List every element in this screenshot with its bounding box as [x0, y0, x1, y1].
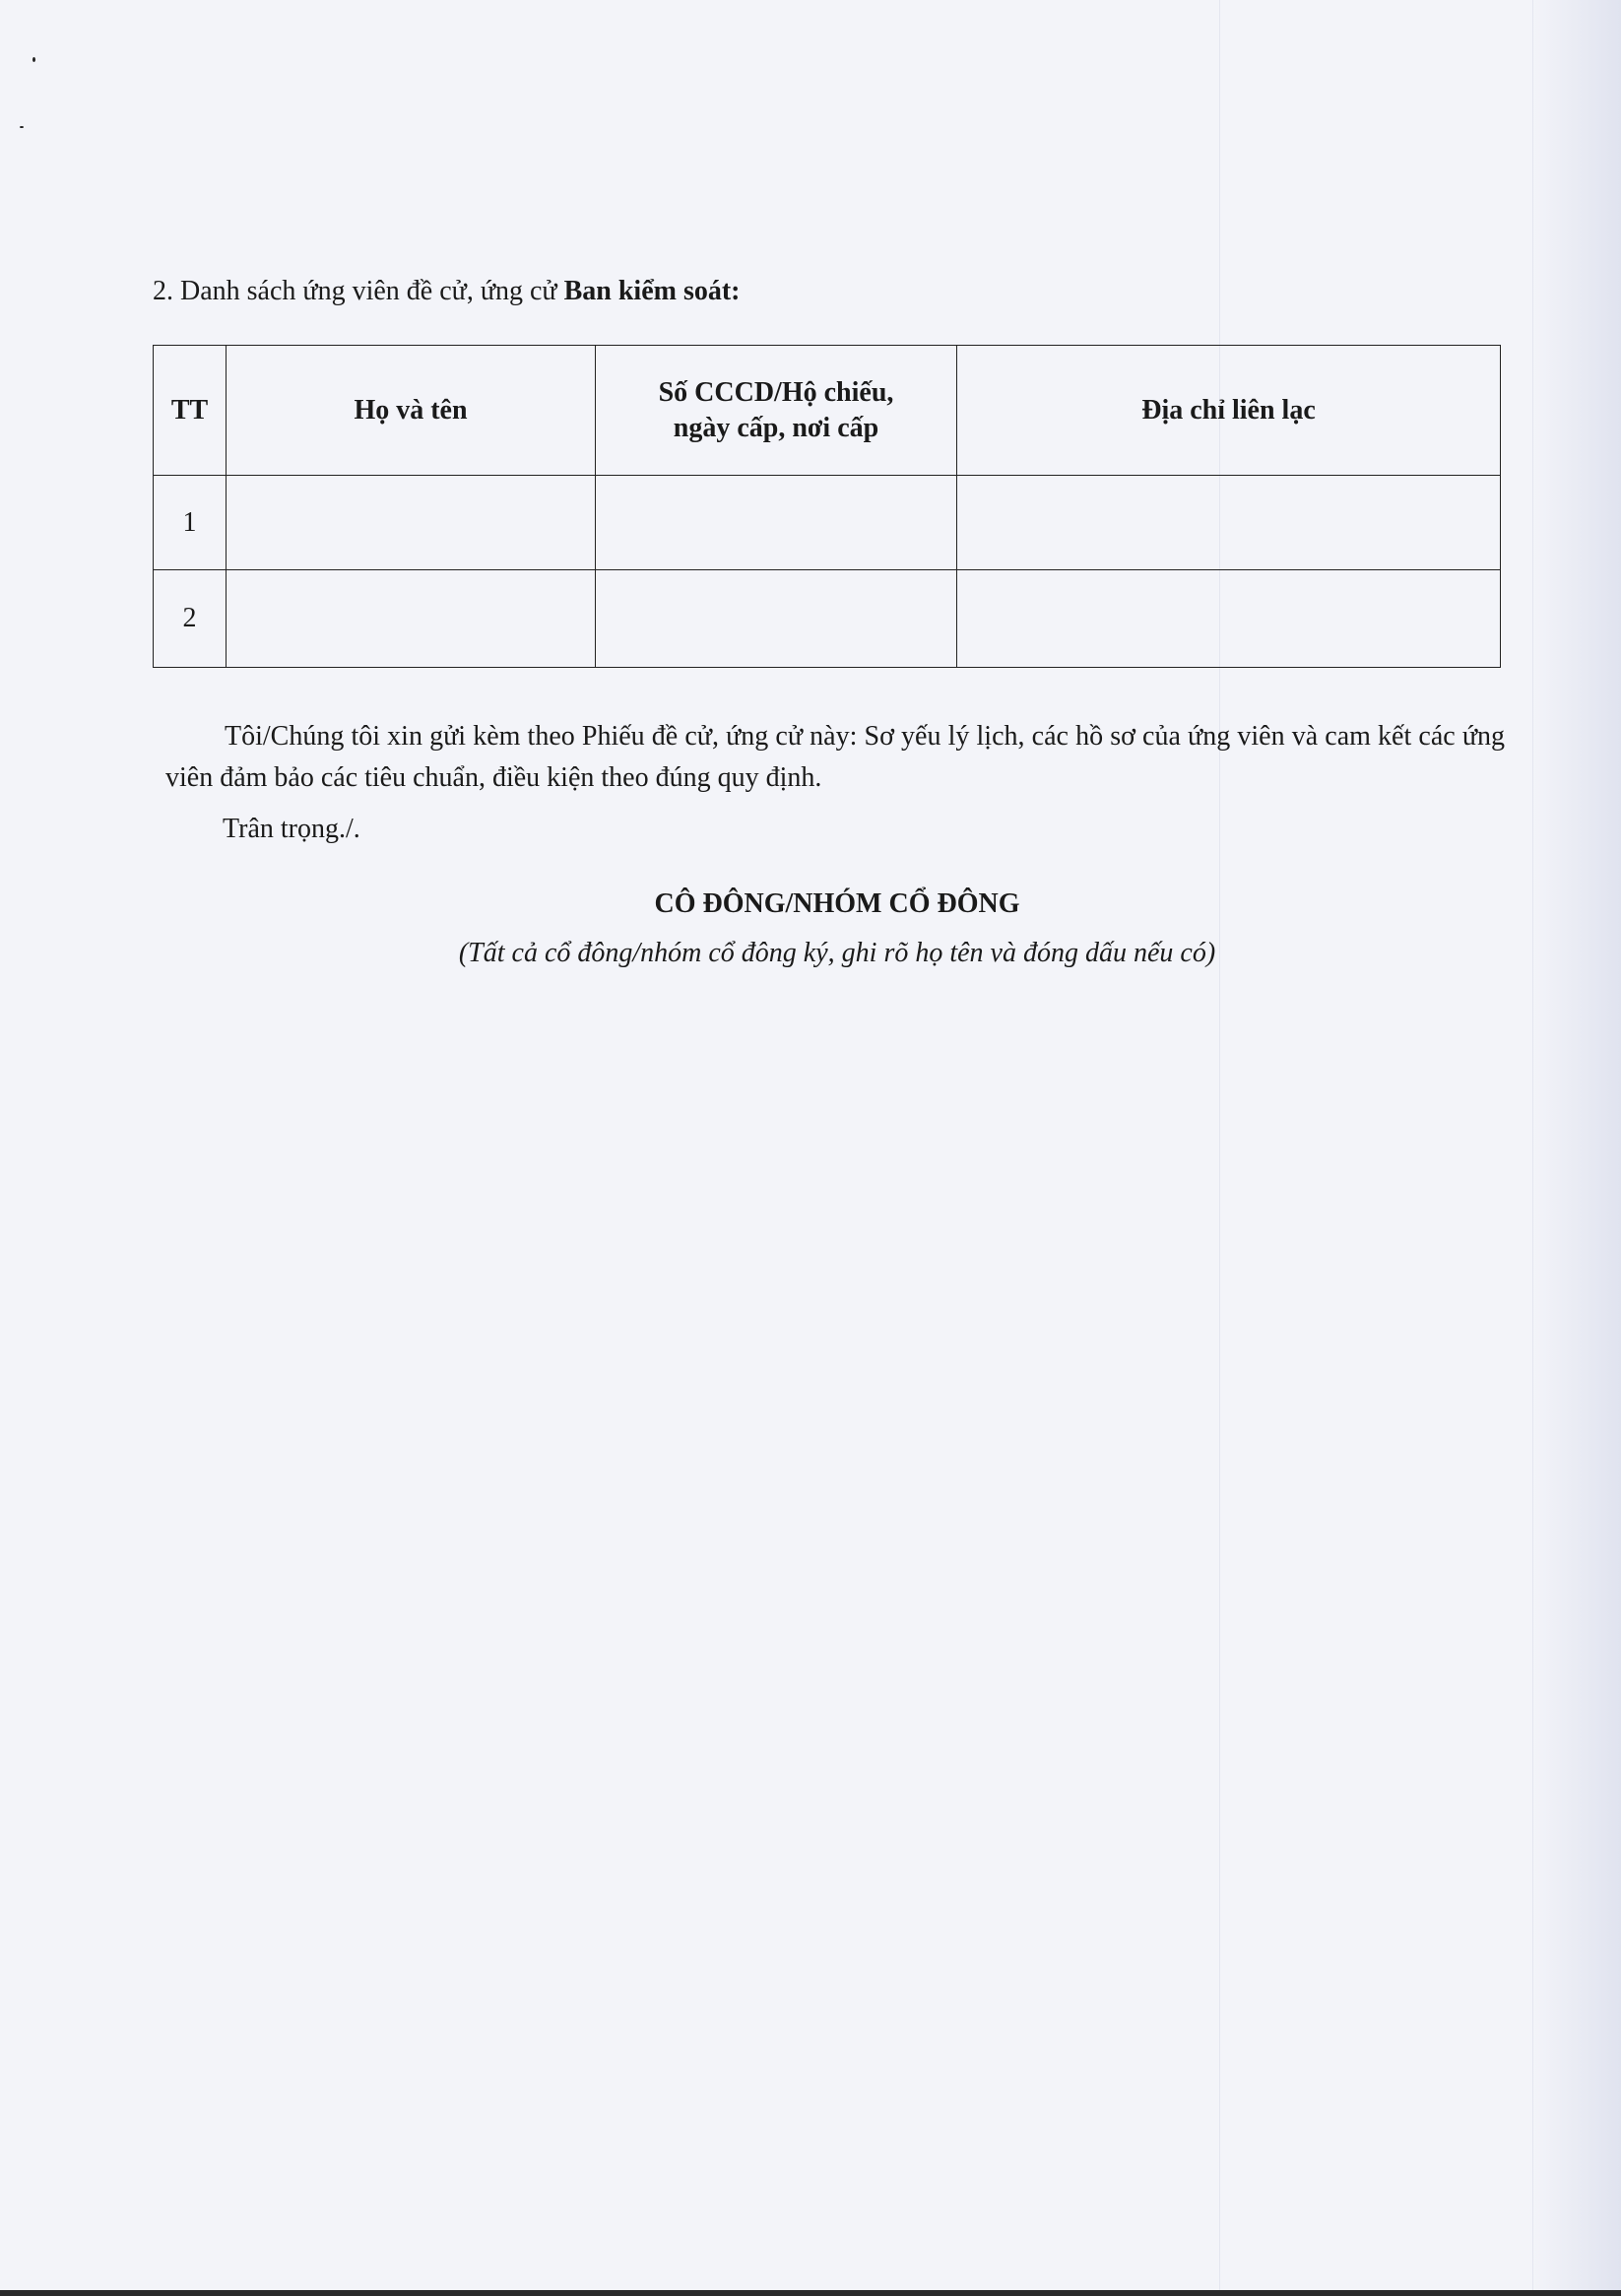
header-id	[596, 346, 957, 476]
table-header-row	[154, 346, 1501, 476]
cell-address	[957, 570, 1501, 668]
candidates-table	[153, 345, 1501, 668]
cell-tt: 1	[154, 476, 227, 570]
table-row	[154, 476, 1501, 570]
section-heading-text: 2. Danh sách ứng viên đề cử, ứng cử	[153, 276, 564, 306]
header-name: Họ và tên	[227, 346, 596, 476]
signature-title: CÔ ĐÔNG/NHÓM CỔ ĐÔNG	[654, 888, 1020, 919]
header-id-line2: ngày cấp, nơi cấp	[673, 412, 879, 443]
cell-id	[596, 476, 957, 570]
scan-speck	[20, 126, 24, 128]
table-row	[154, 570, 1501, 668]
cell-address	[957, 476, 1501, 570]
cell-name	[227, 476, 596, 570]
header-id-line1: Số CCCD/Hộ chiếu,	[658, 376, 894, 408]
section-heading	[153, 272, 741, 311]
cell-name	[227, 570, 596, 668]
scan-line	[1532, 0, 1533, 2296]
header-address: Địa chỉ liên lạc	[957, 346, 1501, 476]
attachment-paragraph: Tôi/Chúng tôi xin gửi kèm theo Phiếu đề cử, ứng cử này: Sơ yếu lý lịch, các hồ sơ của ứng viên và cam kết các ứng viên đảm bảo các tiêu chuẩn, điều kiện theo đúng quy định.	[165, 721, 1505, 793]
cell-id	[596, 570, 957, 668]
signature-note: (Tất cả cổ đông/nhóm cổ đông ký, ghi rõ họ tên và đóng dấu nếu có)	[458, 938, 1216, 968]
section-heading-bold: Ban kiểm soát:	[563, 276, 741, 306]
scan-speck	[32, 57, 35, 62]
header-tt: TT	[154, 346, 227, 476]
scan-shading	[1532, 0, 1621, 2296]
closing-line: Trân trọng./.	[223, 814, 360, 844]
scan-bottom-edge	[0, 2290, 1621, 2296]
cell-tt: 2	[154, 570, 227, 668]
